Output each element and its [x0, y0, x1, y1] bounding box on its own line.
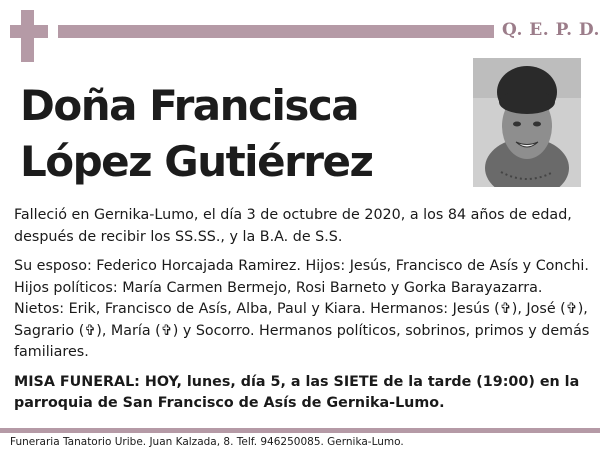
name-line-2: López Gutiérrez: [20, 137, 373, 186]
obituary-body: [14, 205, 590, 423]
qepd-label: Q. E. P. D.: [502, 20, 600, 40]
funeral-home-info: Funeraria Tanatorio Uribe. Juan Kalzada, 8. Telf. 946250085. Gernika-Lumo.: [10, 436, 404, 448]
name-line-1: Doña Francisca: [20, 81, 359, 130]
deceased-name: [20, 78, 460, 190]
family-list: Su esposo: Federico Horcajada Ramirez. Hijos: Jesús, Francisco de Asís y Conchi. Hijos políticos: María Carmen Bermejo, Rosi Barneto y Gorka Barayazarra. Nietos: Erik, Francisco de Asís, Alba, Paul y Kiara. Hermanos: Jesús (✞), José (✞), Sagrario (✞), María (✞) y Socorro. Hermanos políticos, sobrinos, primos y demás familiares.: [14, 258, 590, 360]
portrait-photo: [473, 58, 581, 187]
funeral-mass-notice: MISA FUNERAL: HOY, lunes, día 5, a las SIETE de la tarde (19:00) en la parroquia de San Francisco de Asís de Gernika-Lumo.: [14, 373, 580, 411]
cross-icon: [10, 10, 48, 62]
death-notice: Falleció en Gernika-Lumo, el día 3 de octubre de 2020, a los 84 años de edad, después de recibir los SS.SS., y la B.A. de S.S.: [14, 207, 572, 245]
header-rule: [58, 25, 494, 38]
